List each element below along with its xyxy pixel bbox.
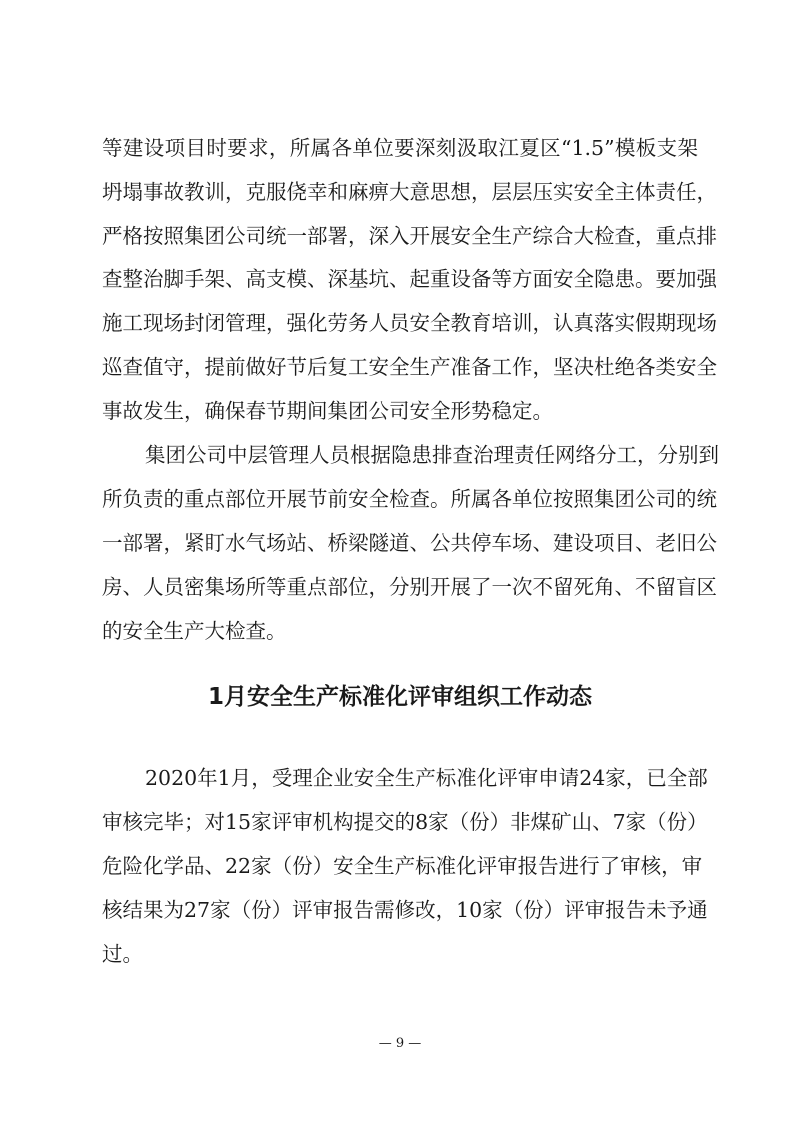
paragraph-line: 事故发生，确保春节期间集团公司安全形势稳定。	[102, 399, 553, 423]
paragraph-line: 的安全生产大检查。	[102, 619, 287, 643]
paragraph-line: 审核完毕；对15家评审机构提交的8家（份）非煤矿山、7家（份）	[102, 810, 708, 834]
paragraph-line: 危险化学品、22家（份）安全生产标准化评审报告进行了审核，审	[102, 854, 703, 878]
paragraph-line: 过。	[102, 942, 143, 966]
paragraph-line: 一部署，紧盯水气场站、桥梁隧道、公共停车场、建设项目、老旧公	[102, 531, 717, 555]
paragraph-line: 所负责的重点部位开展节前安全检查。所属各单位按照集团公司的统	[102, 487, 717, 511]
page-number: — 9 —	[378, 1036, 422, 1051]
paragraph-line: 集团公司中层管理人员根据隐患排查治理责任网络分工，分别到	[145, 443, 719, 467]
paragraph-line: 严格按照集团公司统一部署，深入开展安全生产综合大检查，重点排	[102, 224, 717, 248]
paragraph-line: 2020年1月，受理企业安全生产标准化评审申请24家，已全部	[145, 766, 708, 790]
paragraph-line: 房、人员密集场所等重点部位，分别开展了一次不留死角、不留盲区	[102, 575, 717, 599]
paragraph-line: 坍塌事故教训，克服侥幸和麻痹大意思想，层层压实安全主体责任，	[102, 180, 717, 204]
paragraph-line: 巡查值守，提前做好节后复工安全生产准备工作，坚决杜绝各类安全	[102, 355, 717, 379]
paragraph-line: 查整治脚手架、高支模、深基坑、起重设备等方面安全隐患。要加强	[102, 267, 717, 291]
paragraph-line: 核结果为27家（份）评审报告需修改，10家（份）评审报告未予通	[102, 898, 708, 922]
paragraph-line: 施工现场封闭管理，强化劳务人员安全教育培训，认真落实假期现场	[102, 311, 717, 335]
paragraph-line: 等建设项目时要求，所属各单位要深刻汲取江夏区“1.5”模板支架	[102, 136, 698, 160]
section-heading: 1月安全生产标准化评审组织工作动态	[207, 684, 592, 710]
